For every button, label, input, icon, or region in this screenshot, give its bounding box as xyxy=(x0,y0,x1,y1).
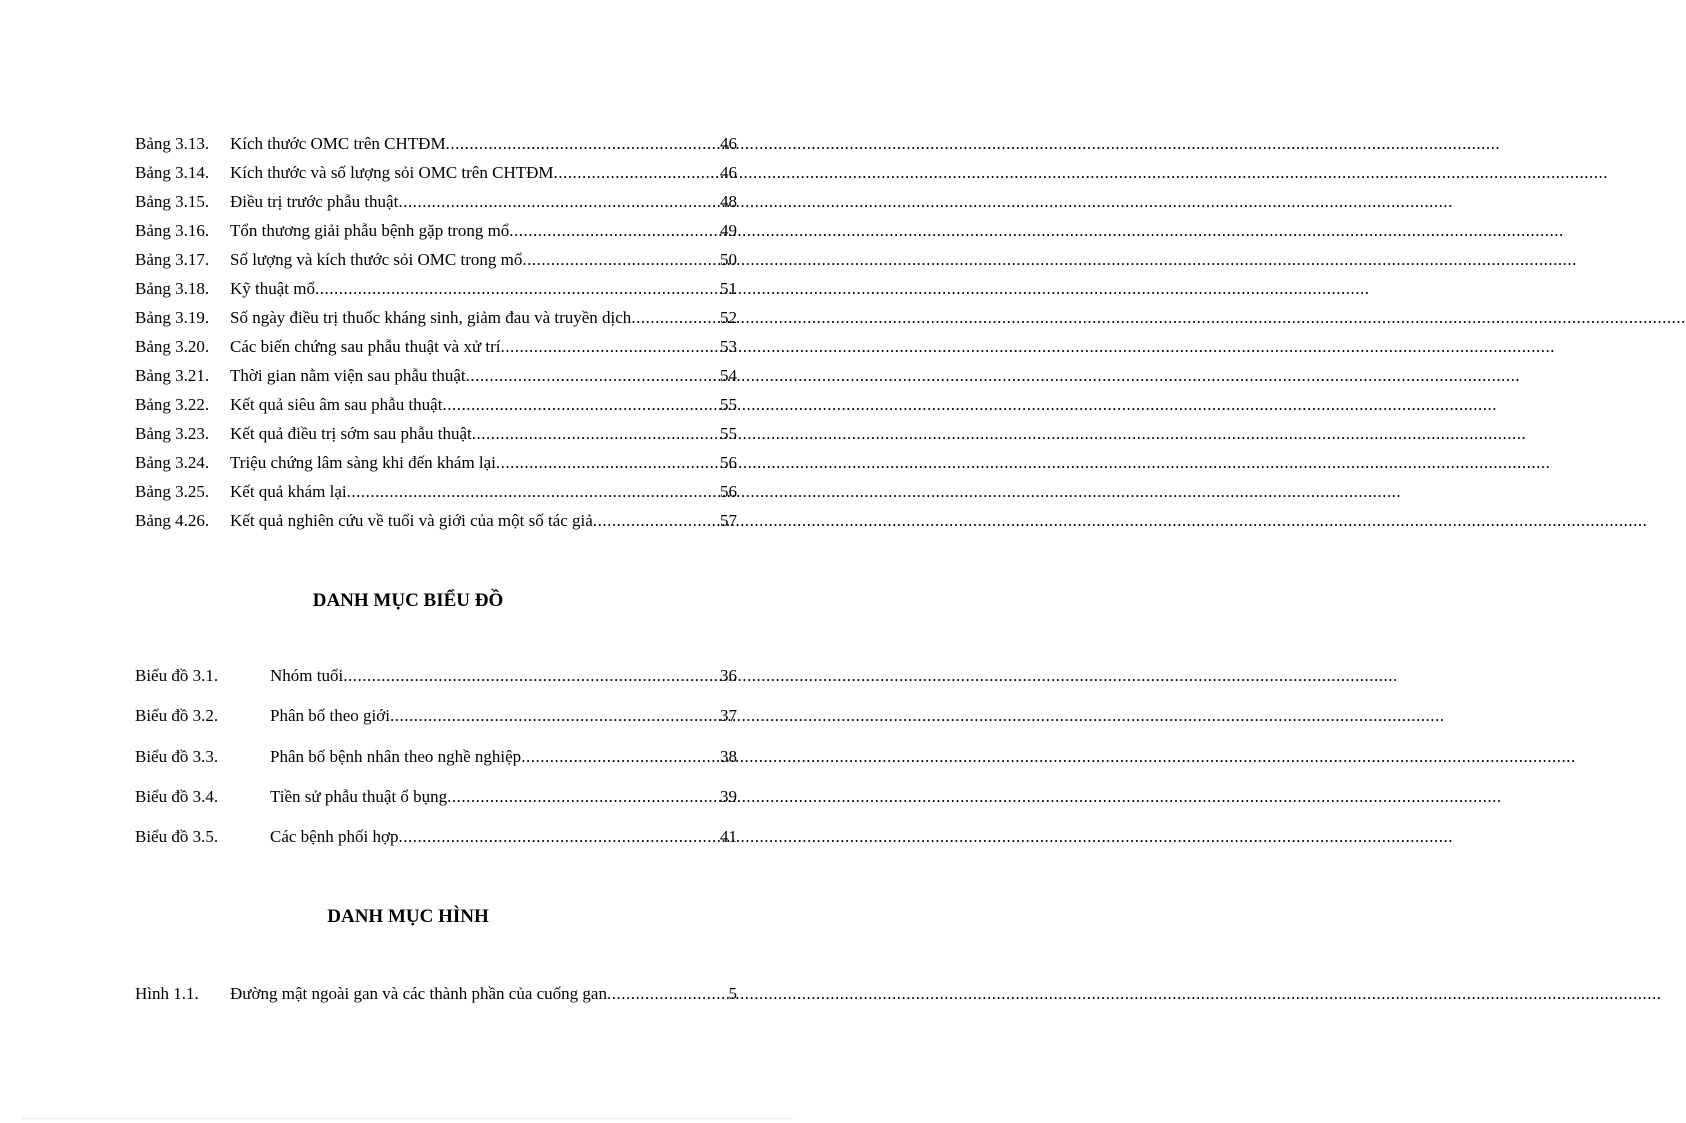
toc-title: Triệu chứng lâm sàng khi đến khám lại xyxy=(230,453,496,472)
toc-leader-dots xyxy=(607,982,729,1006)
toc-page-number: 48 xyxy=(720,192,737,211)
toc-title: Các bệnh phối hợp xyxy=(270,827,399,846)
toc-leader-dots xyxy=(554,161,721,185)
toc-leader-dots xyxy=(390,704,720,728)
toc-page-number: 50 xyxy=(720,250,737,269)
toc-title: Phân bố theo giới xyxy=(270,706,390,725)
toc-leader-dots xyxy=(398,825,720,849)
toc-leader-dots xyxy=(446,132,720,156)
toc-page-number: 46 xyxy=(720,163,737,182)
toc-label: Bảng 3.13. xyxy=(135,134,210,153)
toc-label: Biểu đồ 3.1. xyxy=(135,666,219,685)
toc-page-number: 39 xyxy=(720,787,737,806)
toc-entry-table xyxy=(135,422,737,446)
toc-title: Đường mật ngoài gan và các thành phần của cuống gan xyxy=(230,984,607,1003)
toc-leader-dots xyxy=(466,364,720,388)
toc-entry-chart xyxy=(135,785,737,809)
toc-title: Tổn thương giải phẫu bệnh gặp trong mổ xyxy=(230,221,510,240)
toc-page-number: 56 xyxy=(720,482,737,501)
toc-leader-dots xyxy=(593,509,720,533)
toc-title: Thời gian nằm viện sau phẫu thuật xyxy=(230,366,466,385)
toc-entry-chart xyxy=(135,704,737,728)
charts-list-heading: DANH MỤC BIỂU ĐỒ xyxy=(312,590,504,611)
toc-entry-table xyxy=(135,451,737,475)
toc-page-number: 37 xyxy=(720,706,737,725)
toc-title: Phân bố bệnh nhân theo nghề nghiệp xyxy=(270,747,522,766)
toc-leader-dots xyxy=(315,277,720,301)
toc-title: Kỹ thuật mổ xyxy=(230,279,315,298)
toc-title: Nhóm tuổi xyxy=(270,666,344,685)
toc-title: Kết quả khám lại xyxy=(230,482,347,501)
toc-leader-dots xyxy=(522,248,720,272)
toc-title: Các biến chứng sau phẫu thuật và xử trí xyxy=(230,337,501,356)
toc-label: Biểu đồ 3.5. xyxy=(135,827,219,846)
toc-page-number: 46 xyxy=(720,134,737,153)
toc-label: Bảng 3.16. xyxy=(135,221,210,240)
toc-title: Điều trị trước phẫu thuật xyxy=(230,192,399,211)
toc-leader-dots xyxy=(343,664,720,688)
toc-entry-table xyxy=(135,393,737,417)
toc-label: Biểu đồ 3.3. xyxy=(135,747,219,766)
toc-title: Số lượng và kích thước sỏi OMC trong mổ xyxy=(230,250,523,269)
toc-leader-dots xyxy=(442,393,720,417)
toc-title: Kết quả siêu âm sau phẫu thuật xyxy=(230,395,443,414)
toc-page-number: 36 xyxy=(720,666,737,685)
toc-label: Bảng 3.21. xyxy=(135,366,210,385)
toc-leader-dots xyxy=(398,190,720,214)
toc-label: Bảng 4.26. xyxy=(135,511,210,530)
document-page xyxy=(0,0,816,1123)
toc-page-number: 5 xyxy=(728,984,737,1003)
toc-label: Bảng 3.17. xyxy=(135,250,210,269)
toc-leader-dots xyxy=(509,219,720,243)
toc-entry-table xyxy=(135,248,737,272)
toc-label: Bảng 3.14. xyxy=(135,163,210,182)
toc-page-number: 41 xyxy=(720,827,737,846)
toc-leader-dots xyxy=(631,306,720,330)
toc-title: Tiền sử phẫu thuật ổ bụng xyxy=(270,787,448,806)
toc-page-number: 55 xyxy=(720,424,737,443)
toc-leader-dots xyxy=(521,745,720,769)
toc-page-number: 51 xyxy=(720,279,737,298)
toc-page-number: 49 xyxy=(720,221,737,240)
toc-page-number: 56 xyxy=(720,453,737,472)
toc-title: Kích thước OMC trên CHTĐM xyxy=(230,134,446,153)
toc-page-number: 54 xyxy=(720,366,737,385)
toc-label: Hình 1.1. xyxy=(135,984,199,1003)
toc-entry-table xyxy=(135,161,737,185)
toc-entry-table xyxy=(135,190,737,214)
toc-label: Bảng 3.20. xyxy=(135,337,210,356)
toc-leader-dots xyxy=(501,335,720,359)
toc-entry-chart xyxy=(135,664,737,688)
toc-page-number: 55 xyxy=(720,395,737,414)
toc-label: Bảng 3.24. xyxy=(135,453,210,472)
toc-entry-table xyxy=(135,480,737,504)
toc-label: Bảng 3.15. xyxy=(135,192,210,211)
toc-entry-table xyxy=(135,277,737,301)
toc-label: Bảng 3.18. xyxy=(135,279,210,298)
toc-label: Bảng 3.25. xyxy=(135,482,210,501)
toc-page-number: 57 xyxy=(720,511,737,530)
toc-title: Kết quả điều trị sớm sau phẫu thuật xyxy=(230,424,472,443)
toc-entry-chart xyxy=(135,745,737,769)
toc-entry-table xyxy=(135,335,737,359)
toc-label: Bảng 3.22. xyxy=(135,395,210,414)
figures-list-heading: DANH MỤC HÌNH xyxy=(327,906,489,927)
toc-title: Số ngày điều trị thuốc kháng sinh, giảm đau và truyền dịch xyxy=(230,308,632,327)
toc-leader-dots xyxy=(347,480,720,504)
toc-page-number: 38 xyxy=(720,747,737,766)
toc-entry-table xyxy=(135,306,737,330)
toc-entry-table xyxy=(135,219,737,243)
toc-label: Bảng 3.23. xyxy=(135,424,210,443)
toc-leader-dots xyxy=(496,451,720,475)
toc-page-number: 53 xyxy=(720,337,737,356)
toc-label: Bảng 3.19. xyxy=(135,308,210,327)
toc-leader-dots xyxy=(447,785,720,809)
toc-title: Kết quả nghiên cứu về tuổi và giới của một số tác giả xyxy=(230,511,593,530)
toc-label: Biểu đồ 3.4. xyxy=(135,787,219,806)
toc-entry-table xyxy=(135,364,737,388)
toc-page-number: 52 xyxy=(720,308,737,327)
toc-entry-table xyxy=(135,132,737,156)
toc-entry-table xyxy=(135,509,737,533)
toc-leader-dots xyxy=(472,422,720,446)
toc-title: Kích thước và số lượng sỏi OMC trên CHTĐM xyxy=(230,163,554,182)
toc-entry-chart xyxy=(135,825,737,849)
toc-entry-figure xyxy=(135,982,737,1006)
page-bottom-border xyxy=(22,1118,794,1119)
toc-label: Biểu đồ 3.2. xyxy=(135,706,219,725)
